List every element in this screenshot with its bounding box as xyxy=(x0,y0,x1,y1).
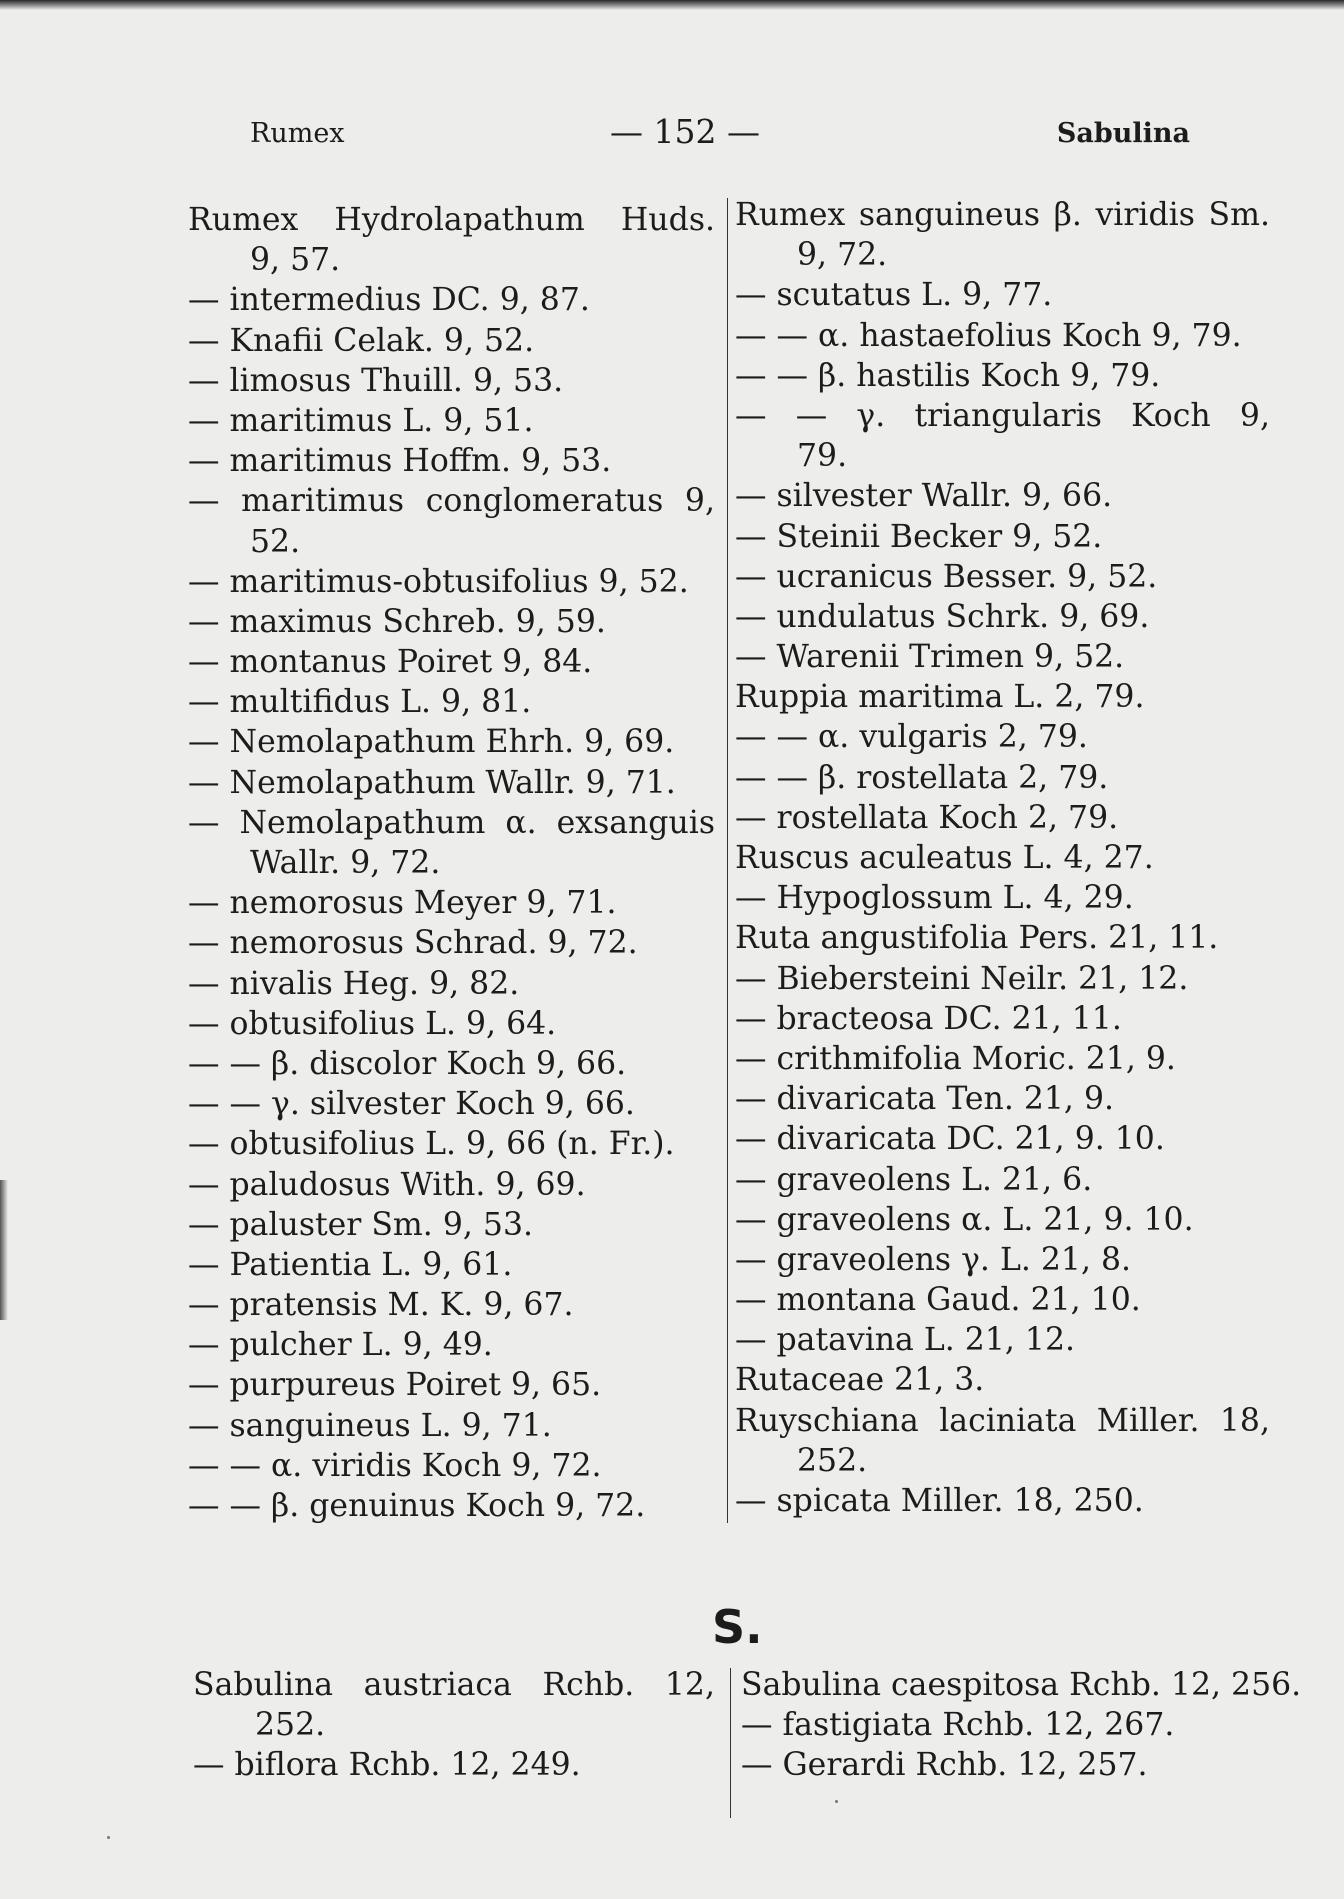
index-entry-line: Rutaceae 21, 3. xyxy=(735,1362,985,1399)
index-entry-line: — — β. discolor Koch 9, 66. xyxy=(188,1045,627,1082)
index-entry-line: — graveolens L. 21, 6. xyxy=(735,1161,1093,1198)
index-entry-line: 52. xyxy=(250,523,301,560)
index-entry-line: — pulcher L. 9, 49. xyxy=(188,1327,493,1364)
index-entry-line: 9, 72. xyxy=(797,237,888,274)
index-entry-line: — Gerardi Rchb. 12, 257. xyxy=(741,1747,1148,1784)
index-entry-line: — ucranicus Besser. 9, 52. xyxy=(735,558,1158,595)
index-entry-line: 9, 57. xyxy=(250,242,341,279)
index-entry-line: — rostellata Koch 2, 79. xyxy=(735,799,1119,836)
column-divider xyxy=(727,198,728,1523)
s-column-divider xyxy=(730,1668,731,1818)
index-entry-line: — graveolens α. L. 21, 9. 10. xyxy=(735,1201,1194,1238)
index-entry-line: — Nemolapathum Wallr. 9, 71. xyxy=(188,764,676,801)
running-header xyxy=(250,112,1190,152)
index-entry-line: — graveolens γ. L. 21, 8. xyxy=(735,1241,1132,1278)
index-entry-line: 252. xyxy=(255,1707,326,1744)
index-entry-line: — Patientia L. 9, 61. xyxy=(188,1246,513,1283)
index-entry-line: — montanus Poiret 9, 84. xyxy=(188,644,593,681)
s-column-left xyxy=(193,1665,715,1786)
index-entry-line: — Nemolapathum Ehrh. 9, 69. xyxy=(188,724,675,761)
index-entry-line: — spicata Miller. 18, 250. xyxy=(735,1483,1144,1519)
index-entry-line: — — β. hastilis Koch 9, 79. xyxy=(735,357,1161,394)
index-column-left xyxy=(188,200,715,1526)
index-entry-line: — Nemolapathum α. exsanguis xyxy=(188,804,715,841)
index-entry-line: Ruscus aculeatus L. 4, 27. xyxy=(735,840,1154,876)
index-entry-line: 252. xyxy=(797,1442,868,1479)
index-entry-line: — — β. genuinus Koch 9, 72. xyxy=(188,1488,646,1524)
page-number: — 152 — xyxy=(610,112,760,151)
scan-edge xyxy=(0,0,1344,10)
index-entry-line: — maritimus conglomeratus 9, xyxy=(188,483,715,520)
index-entry-line: Ruta angustifolia Pers. 21, 11. xyxy=(735,920,1219,957)
index-entry-line: — Biebersteini Neilr. 21, 12. xyxy=(735,960,1189,997)
index-entry-line: — divaricata DC. 21, 9. 10. xyxy=(735,1121,1165,1158)
section-letter: S. xyxy=(712,1600,763,1654)
index-entry-line: — maritimus-obtusifolius 9, 52. xyxy=(188,563,689,600)
index-entry-line: — Hypoglossum L. 4, 29. xyxy=(735,880,1134,917)
index-entry-line: Ruyschiana laciniata Miller. 18, xyxy=(735,1402,1270,1439)
index-entry-line: — crithmifolia Moric. 21, 9. xyxy=(735,1040,1176,1077)
index-entry-line: — Warenii Trimen 9, 52. xyxy=(735,639,1125,676)
index-entry-line: — nemorosus Schrad. 9, 72. xyxy=(188,925,638,962)
header-left: Rumex xyxy=(250,118,345,149)
index-entry-line: — patavina L. 21, 12. xyxy=(735,1322,1075,1359)
index-entry-line: — fastigiata Rchb. 12, 267. xyxy=(741,1707,1175,1744)
index-entry-line: — paludosus With. 9, 69. xyxy=(188,1166,586,1203)
index-entry-line: Rumex sanguineus β. viridis Sm. xyxy=(735,197,1270,233)
index-entry-line: — montana Gaud. 21, 10. xyxy=(735,1282,1141,1319)
scan-shadow xyxy=(0,1180,8,1320)
index-entry-line: — — α. vulgaris 2, 79. xyxy=(735,719,1088,756)
index-entry-line: — paluster Sm. 9, 53. xyxy=(188,1206,533,1243)
index-entry-line: Sabulina caespitosa Rchb. 12, 256. xyxy=(741,1667,1302,1703)
index-entry-line: Rumex Hydrolapathum Huds. xyxy=(188,202,715,238)
index-entry-line: — silvester Wallr. 9, 66. xyxy=(735,478,1113,515)
speck xyxy=(107,1836,110,1839)
index-entry-line: — nemorosus Meyer 9, 71. xyxy=(188,885,617,922)
index-entry-line: — multifidus L. 9, 81. xyxy=(188,684,532,721)
index-entry-line: — purpureus Poiret 9, 65. xyxy=(188,1367,602,1404)
index-entry-line: — obtusifolius L. 9, 64. xyxy=(188,1005,557,1042)
index-entry-line: — obtusifolius L. 9, 66 (n. Fr.). xyxy=(188,1126,675,1163)
index-entry-line: — scutatus L. 9, 77. xyxy=(735,277,1053,314)
index-entry-line: — maritimus L. 9, 51. xyxy=(188,402,534,439)
index-entry-line: — biflora Rchb. 12, 249. xyxy=(193,1747,581,1784)
index-entry-line: Wallr. 9, 72. xyxy=(250,845,441,881)
index-entry-line: — nivalis Heg. 9, 82. xyxy=(188,965,520,1002)
index-entry-line: — maritimus Hoffm. 9, 53. xyxy=(188,443,612,480)
speck xyxy=(835,1800,838,1803)
index-entry-line: — — α. hastaefolius Koch 9, 79. xyxy=(735,317,1242,354)
index-entry-line: — — β. rostellata 2, 79. xyxy=(735,759,1109,796)
index-entry-line: — pratensis M. K. 9, 67. xyxy=(188,1287,574,1324)
index-entry-line: — — γ. triangularis Koch 9, xyxy=(735,397,1270,434)
index-entry-line: — Steinii Becker 9, 52. xyxy=(735,518,1103,555)
index-entry-line: 79. xyxy=(797,438,848,475)
header-right: Sabulina xyxy=(1056,118,1190,149)
index-entry-line: — limosus Thuill. 9, 53. xyxy=(188,362,564,399)
index-entry-line: — intermedius DC. 9, 87. xyxy=(188,282,590,319)
index-entry-line: — undulatus Schrk. 9, 69. xyxy=(735,598,1150,635)
index-entry-line: Sabulina austriaca Rchb. 12, xyxy=(193,1667,715,1703)
index-entry-line: Ruppia maritima L. 2, 79. xyxy=(735,679,1145,716)
index-entry-line: — maximus Schreb. 9, 59. xyxy=(188,603,606,640)
index-entry-line: — — γ. silvester Koch 9, 66. xyxy=(188,1086,635,1123)
index-entry-line: — sanguineus L. 9, 71. xyxy=(188,1407,552,1444)
index-entry-line: — bracteosa DC. 21, 11. xyxy=(735,1000,1122,1037)
index-column-right xyxy=(735,195,1270,1521)
index-entry-line: — Knafii Celak. 9, 52. xyxy=(188,322,535,359)
s-column-right xyxy=(741,1665,1302,1786)
index-entry-line: — divaricata Ten. 21, 9. xyxy=(735,1081,1115,1118)
index-entry-line: — — α. viridis Koch 9, 72. xyxy=(188,1447,602,1484)
